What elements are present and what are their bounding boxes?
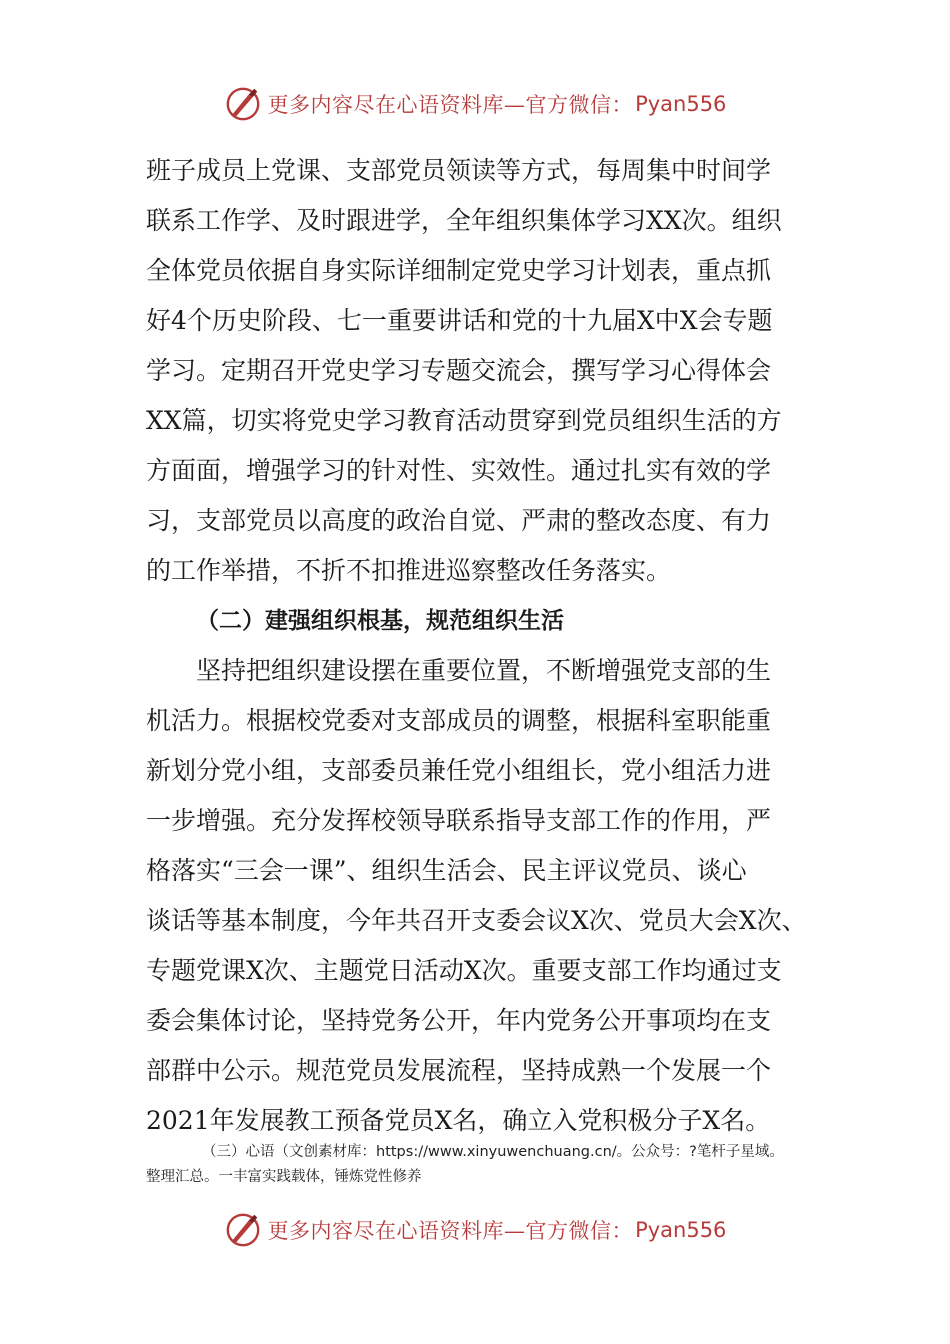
section2-line: 专题党课X次、主题党日活动X次。重要支部工作均通过支 [146,956,782,985]
footnote-line-2: 整理汇总。一丰富实践载体，锤炼党性修养 [146,1169,422,1185]
section2-line: 一步增强。充分发挥校领导联系指导支部工作的作用，严 [146,806,772,835]
body-line: XX篇，切实将党史学习教育活动贯穿到党员组织生活的方 [146,406,782,435]
banner-wechat-id: Pyan556 [635,92,727,116]
section2-line: 新划分党小组，支部委员兼任党小组组长，党小组活力进 [146,756,772,785]
section2-line: 机活力。根据校党委对支部成员的调整，根据科室职能重 [146,706,772,735]
body-line: 的工作举措，不折不扣推进巡察整改任务落实。 [146,556,672,585]
banner-text: 更多内容尽在心语资料库—官方微信： [267,1219,634,1243]
body-line: 联系工作学、及时跟进学，全年组织集体学习XX次。组织 [146,206,782,235]
body-line: 全体党员依据自身实际详细制定党史学习计划表，重点抓 [146,256,772,285]
section2-line: 坚持把组织建设摆在重要位置，不断增强党支部的生 [196,656,772,685]
footnote [146,1140,846,1190]
body-line: 习，支部党员以高度的政治自觉、严肃的整改态度、有力 [146,506,772,535]
section2-line: 2021年发展教工预备党员X名，确立入党积极分子X名。 [146,1106,771,1135]
section2-line: 委会集体讨论，坚持党务公开，年内党务公开事项均在支 [146,1006,772,1035]
footer-banner [0,1208,950,1252]
body-line: 学习。定期召开党史学习专题交流会，撰写学习心得体会 [146,356,772,385]
body-line: 好4个历史阶段、七一重要讲话和党的十九届X中X会专题 [146,306,773,335]
body-line: 班子成员上党课、支部党员领读等方式，每周集中时间学 [146,156,772,185]
pen-circle-logo-icon [224,1211,262,1249]
body-line: 方面面，增强学习的针对性、实效性。通过扎实有效的学 [146,456,772,485]
document-body [146,146,810,1146]
pen-circle-logo-icon [224,85,262,123]
section-heading: （二）建强组织根基，规范组织生活 [196,607,564,634]
header-banner [0,82,950,126]
banner-text: 更多内容尽在心语资料库—官方微信： [267,93,634,117]
section2-line: 格落实“三会一课”、组织生活会、民主评议党员、谈心 [146,856,747,885]
section2-line: 谈话等基本制度，今年共召开支委会议X次、党员大会X次、 [146,906,807,935]
footnote-line-1: （三）心语（文创素材库：https://www.xinyuwenchuang.cn/。公众号：?笔杆子星域。 [202,1144,784,1160]
banner-wechat-id: Pyan556 [635,1218,727,1242]
section2-line: 部群中公示。规范党员发展流程，坚持成熟一个发展一个 [146,1056,772,1085]
